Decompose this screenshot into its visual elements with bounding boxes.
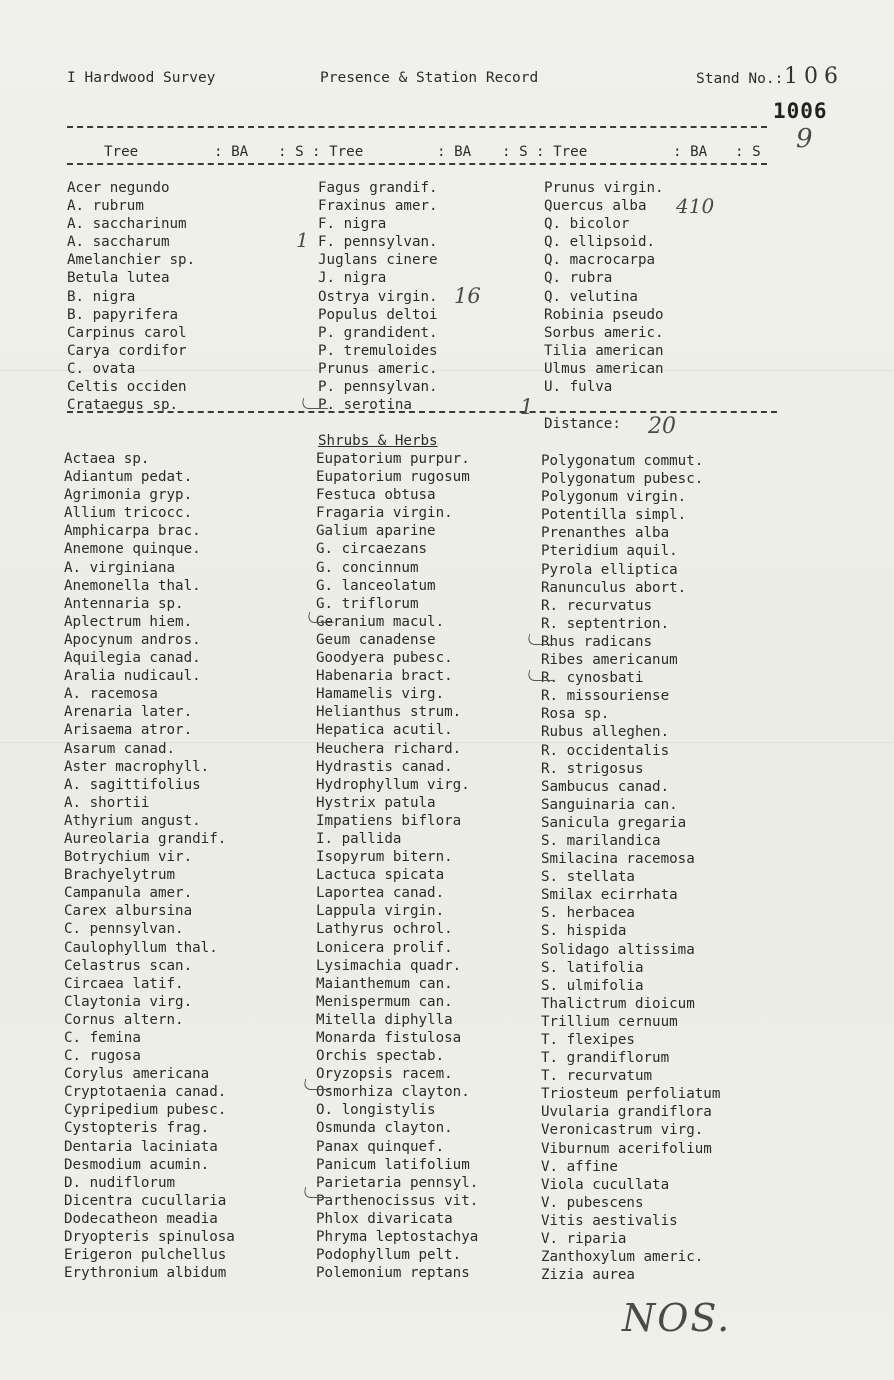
herb-species: Corylus americana: [64, 1066, 210, 1083]
herb-species: R. occidentalis: [541, 742, 670, 759]
herb-species: Parietaria pennsyl.: [316, 1174, 479, 1191]
herb-species: Goodyera pubesc.: [316, 650, 453, 667]
tree-species: Ostrya virgin.: [318, 288, 438, 305]
herb-species: Festuca obtusa: [316, 487, 436, 504]
herb-species: Polygonatum pubesc.: [541, 471, 704, 488]
herb-species: Polygonatum commut.: [541, 453, 704, 469]
herb-species: Viola cucullata: [541, 1176, 670, 1193]
herb-species: Rubus alleghen.: [541, 724, 670, 741]
herb-species: Anemone quinque.: [64, 541, 201, 558]
herb-species: Pteridium aquil.: [541, 543, 678, 560]
herb-species: Menispermum can.: [316, 993, 453, 1010]
herb-species: A. virginiana: [64, 559, 176, 576]
herb-list-col-3: [541, 452, 720, 1284]
col-header-s: : S: [278, 144, 304, 160]
herb-species: Brachyelytrum: [64, 867, 176, 884]
herb-species: G. concinnum: [316, 559, 419, 576]
herb-species: S. marilandica: [541, 832, 661, 849]
herb-species: Viburnum acerifolium: [541, 1140, 712, 1157]
herb-species: Potentilla simpl.: [541, 507, 687, 524]
tree-species: B. papyrifera: [67, 306, 179, 323]
handwritten-count-serotina: 1: [520, 395, 534, 419]
herb-species: Laportea canad.: [316, 885, 445, 902]
herb-species: S. stellata: [541, 869, 635, 886]
col-header-tree: Tree: [104, 144, 139, 160]
herb-species: Trillium cernuum: [541, 1013, 678, 1030]
herb-species: Veronicastrum virg.: [541, 1122, 704, 1139]
herb-species: Agrimonia gryp.: [64, 487, 193, 504]
herb-species: T. flexipes: [541, 1032, 635, 1048]
herb-species: Anemonella thal.: [64, 577, 201, 594]
herb-species: O. longistylis: [316, 1102, 436, 1119]
herb-species: Vitis aestivalis: [541, 1212, 678, 1229]
herb-species: Sanguinaria can.: [541, 796, 678, 813]
tree-species: Robinia pseudo: [544, 306, 664, 323]
herb-species: Amphicarpa brac.: [64, 523, 201, 540]
col-header-tree: : Tree: [312, 144, 364, 160]
tree-species: B. nigra: [67, 288, 136, 305]
tree-species: A. rubrum: [67, 198, 144, 215]
tree-species: Prunus virgin.: [544, 180, 664, 196]
herb-species: Dryopteris spinulosa: [64, 1229, 235, 1246]
herb-species: Allium tricocc.: [64, 505, 193, 522]
herb-species: Ribes americanum: [541, 652, 678, 669]
herb-species: R. septentrion.: [541, 615, 670, 632]
herb-species: Thalictrum dioicum: [541, 995, 695, 1012]
herb-species: Mitella diphylla: [316, 1011, 453, 1028]
herb-species: Dentaria laciniata: [64, 1138, 218, 1155]
herb-species: Aster macrophyll.: [64, 758, 210, 775]
herb-species: Hystrix patula: [316, 794, 436, 811]
tree-species: Tilia american: [544, 342, 664, 359]
herb-species: Galium aparine: [316, 523, 436, 540]
herb-list-col-2: [316, 450, 478, 1282]
herb-species: Parthenocissus vit.: [316, 1192, 479, 1209]
record-title: Presence & Station Record: [320, 70, 539, 86]
herb-species: Actaea sp.: [64, 451, 150, 467]
herb-species: Orchis spectab.: [316, 1048, 445, 1065]
herb-species: Hydrastis canad.: [316, 758, 453, 775]
herb-species: V. pubescens: [541, 1194, 644, 1211]
check-mark: [527, 670, 556, 681]
herb-species: Smilax ecirrhata: [541, 887, 678, 904]
herb-species: A. racemosa: [64, 686, 158, 703]
herb-species: Botrychium vir.: [64, 849, 193, 866]
herb-species: Fragaria virgin.: [316, 505, 453, 522]
tree-species: Q. velutina: [544, 288, 638, 305]
herb-species: Hepatica acutil.: [316, 722, 453, 739]
herb-species: Dicentra cucullaria: [64, 1192, 227, 1209]
check-mark: [527, 634, 556, 645]
stand-value: 106: [784, 64, 844, 89]
tree-species: Celtis occiden: [67, 379, 187, 396]
herb-species: Eupatorium purpur.: [316, 451, 470, 467]
herb-species: Pyrola elliptica: [541, 561, 678, 578]
tree-species: Fraxinus amer.: [318, 198, 438, 215]
tree-species: Acer negundo: [67, 180, 170, 196]
herb-species: V. riparia: [541, 1231, 627, 1248]
tree-species: P. tremuloides: [318, 342, 438, 359]
herb-species: Celastrus scan.: [64, 957, 193, 974]
herb-species: Panicum latifolium: [316, 1156, 470, 1173]
herb-species: T. recurvatum: [541, 1068, 653, 1085]
tree-species: Crataegus sp.: [67, 397, 179, 414]
herb-species: Lappula virgin.: [316, 903, 445, 920]
herb-species: Sanicula gregaria: [541, 814, 687, 831]
herb-species: Aralia nudicaul.: [64, 668, 201, 685]
herb-species: Rhus radicans: [541, 633, 653, 650]
tree-species: P. serotina: [318, 397, 412, 414]
herb-species: Arenaria later.: [64, 704, 193, 721]
handwritten-count-ostrya: 16: [454, 284, 481, 308]
tree-species: Betula lutea: [67, 270, 170, 287]
tree-species: C. ovata: [67, 360, 136, 377]
tree-species: U. fulva: [544, 379, 613, 396]
herb-species: C. rugosa: [64, 1048, 141, 1065]
herb-species: Uvularia grandiflora: [541, 1104, 712, 1121]
herb-species: Hamamelis virg.: [316, 686, 445, 703]
tree-species: Amelanchier sp.: [67, 252, 196, 269]
herb-species: D. nudiflorum: [64, 1174, 176, 1191]
herb-species: C. femina: [64, 1030, 141, 1046]
herb-species: Lysimachia quadr.: [316, 957, 462, 974]
tree-species: Juglans cinere: [318, 252, 438, 269]
herb-species: Adiantum pedat.: [64, 469, 193, 486]
col-header-ba: : BA: [437, 144, 472, 160]
divider-line: [67, 163, 767, 165]
handwritten-distance: 20: [648, 414, 676, 439]
check-mark: [301, 398, 330, 409]
divider-line: [67, 126, 767, 128]
herb-species: Helianthus strum.: [316, 704, 462, 721]
divider-line: [67, 411, 777, 413]
herb-species: Polemonium reptans: [316, 1265, 470, 1282]
tree-species: Carpinus carol: [67, 324, 187, 341]
tree-species: P. grandident.: [318, 324, 438, 341]
herb-species: T. grandiflorum: [541, 1050, 670, 1067]
corner-handwritten-mark: 9: [796, 124, 813, 154]
herb-species: Impatiens biflora: [316, 812, 462, 829]
tree-species: A. saccharinum: [67, 216, 187, 233]
col-header-s: : S: [502, 144, 528, 160]
survey-title: I Hardwood Survey: [67, 70, 216, 86]
herb-species: G. triflorum: [316, 595, 419, 612]
tree-species: Ulmus american: [544, 360, 664, 377]
herb-species: Zizia aurea: [541, 1267, 635, 1284]
col-header-s: : S: [735, 144, 761, 160]
herb-species: Osmorhiza clayton.: [316, 1084, 470, 1101]
herb-species: Isopyrum bitern.: [316, 849, 453, 866]
handwritten-count-acer-saccharum: 1: [296, 228, 309, 252]
herb-species: Lactuca spicata: [316, 867, 445, 884]
herb-species: Carex albursina: [64, 903, 193, 920]
handwritten-count-quercus-alba: 410: [676, 194, 715, 218]
distance-label: Distance:: [544, 416, 621, 432]
herb-species: Cryptotaenia canad.: [64, 1084, 227, 1101]
check-mark: [307, 612, 336, 623]
herb-species: Rosa sp.: [541, 706, 610, 723]
herb-species: G. lanceolatum: [316, 577, 436, 594]
herb-species: Desmodium acumin.: [64, 1156, 210, 1173]
herb-species: Dodecatheon meadia: [64, 1210, 218, 1227]
tree-list-col-2: [318, 179, 438, 414]
tree-species: F. pennsylvan.: [318, 234, 438, 251]
herb-species: C. pennsylvan.: [64, 921, 184, 938]
tree-species: Q. rubra: [544, 270, 613, 287]
tree-species: F. nigra: [318, 216, 387, 233]
herb-species: Phryma leptostachya: [316, 1229, 479, 1246]
herb-species: Geum canadense: [316, 631, 436, 648]
herb-species: Arisaema atror.: [64, 722, 193, 739]
herb-species: V. affine: [541, 1158, 618, 1175]
stand-number-stamp: 1006: [773, 99, 828, 123]
herb-species: R. missouriense: [541, 688, 670, 705]
herb-species: Erythronium albidum: [64, 1265, 227, 1282]
herb-species: Campanula amer.: [64, 885, 193, 902]
tree-species: Prunus americ.: [318, 360, 438, 377]
herb-species: Hydrophyllum virg.: [316, 776, 470, 793]
herb-species: R. strigosus: [541, 760, 644, 777]
check-mark: [303, 1187, 332, 1198]
tree-species: Carya cordifor: [67, 342, 187, 359]
tree-species: Fagus grandif.: [318, 180, 438, 196]
herb-species: Monarda fistulosa: [316, 1030, 462, 1046]
tree-list-col-1: [67, 179, 195, 414]
herb-species: Geranium macul.: [316, 613, 445, 630]
herb-species: Polygonum virgin.: [541, 489, 687, 506]
herb-species: Aquilegia canad.: [64, 650, 201, 667]
tree-species: Q. macrocarpa: [544, 252, 656, 269]
herb-species: I. pallida: [316, 830, 402, 847]
herb-species: Lathyrus ochrol.: [316, 921, 453, 938]
tree-species: Q. bicolor: [544, 216, 630, 233]
herb-species: Athyrium angust.: [64, 812, 201, 829]
col-header-ba: : BA: [214, 144, 249, 160]
herb-species: Oryzopsis racem.: [316, 1066, 453, 1083]
handwritten-note: NOS.: [622, 1296, 732, 1340]
herb-species: S. herbacea: [541, 905, 635, 922]
herb-species: Sambucus canad.: [541, 778, 670, 795]
tree-species: Sorbus americ.: [544, 324, 664, 341]
herb-species: Prenanthes alba: [541, 525, 670, 542]
tree-species: J. nigra: [318, 270, 387, 287]
herb-species: Cypripedium pubesc.: [64, 1102, 227, 1119]
herb-species: Asarum canad.: [64, 740, 176, 757]
tree-species: Populus deltoi: [318, 306, 438, 323]
herb-species: Aureolaria grandif.: [64, 830, 227, 847]
herb-species: Circaea latif.: [64, 975, 184, 992]
herb-species: Panax quinquef.: [316, 1138, 445, 1155]
shrubs-herbs-heading: Shrubs & Herbs: [318, 433, 438, 449]
herb-list-col-1: [64, 450, 235, 1282]
herb-species: Habenaria bract.: [316, 668, 453, 685]
herb-species: Claytonia virg.: [64, 993, 193, 1010]
herb-species: Maianthemum can.: [316, 975, 453, 992]
tree-species: P. pennsylvan.: [318, 379, 438, 396]
herb-species: Heuchera richard.: [316, 740, 462, 757]
herb-species: Podophyllum pelt.: [316, 1247, 462, 1264]
herb-species: A. sagittifolius: [64, 776, 201, 793]
herb-species: Ranunculus abort.: [541, 579, 687, 596]
herb-species: Solidago altissima: [541, 941, 695, 958]
herb-species: Erigeron pulchellus: [64, 1247, 227, 1264]
herb-species: A. shortii: [64, 794, 150, 811]
herb-species: S. latifolia: [541, 959, 644, 976]
tree-list-col-3: [544, 179, 664, 396]
herb-species: Eupatorium rugosum: [316, 469, 470, 486]
herb-species: Antennaria sp.: [64, 595, 184, 612]
herb-species: S. hispida: [541, 923, 627, 940]
herb-species: Phlox divaricata: [316, 1210, 453, 1227]
herb-species: Osmunda clayton.: [316, 1120, 453, 1137]
tree-species: Quercus alba: [544, 198, 647, 215]
tree-species: A. saccharum: [67, 234, 170, 251]
herb-species: Caulophyllum thal.: [64, 939, 218, 956]
herb-species: Aplectrum hiem.: [64, 613, 193, 630]
col-header-ba: : BA: [673, 144, 708, 160]
herb-species: R. recurvatus: [541, 597, 653, 614]
herb-species: Smilacina racemosa: [541, 851, 695, 868]
herb-species: Cystopteris frag.: [64, 1120, 210, 1137]
herb-species: Zanthoxylum americ.: [541, 1249, 704, 1266]
herb-species: G. circaezans: [316, 541, 428, 558]
herb-species: Lonicera prolif.: [316, 939, 453, 956]
tree-species: Q. ellipsoid.: [544, 234, 656, 251]
stand-label: Stand No.:: [696, 71, 784, 87]
herb-species: Triosteum perfoliatum: [541, 1086, 721, 1103]
col-header-tree: : Tree: [536, 144, 588, 160]
herb-species: Apocynum andros.: [64, 631, 201, 648]
herb-species: S. ulmifolia: [541, 977, 644, 994]
herb-species: Cornus altern.: [64, 1011, 184, 1028]
check-mark: [303, 1079, 332, 1090]
herb-species: R. cynosbati: [541, 670, 644, 687]
